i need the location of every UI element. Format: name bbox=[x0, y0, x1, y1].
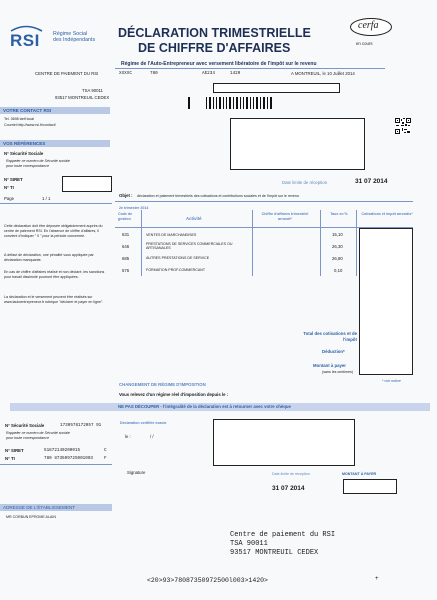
refs-bottom-line bbox=[0, 203, 112, 204]
col-cotis-header: Cotisations et impôt arrondis* bbox=[361, 212, 413, 216]
montant-note: (sans les centimes) bbox=[322, 370, 353, 374]
refs-secu-label: N° Sécurité Sociale bbox=[4, 151, 44, 156]
table-col-sep-4 bbox=[356, 210, 357, 276]
bottom-secu-value: 1730578172057 91 bbox=[60, 423, 102, 428]
mail-address-line2: TSA 90011 bbox=[230, 540, 268, 548]
table-period: 2e trimestre 2014 bbox=[119, 206, 149, 210]
refs-ti-label: N° TI bbox=[4, 185, 14, 190]
header-date: A MONTREUIL, le 10 Juillet 2014 bbox=[291, 71, 355, 76]
cerfa-logo bbox=[350, 18, 392, 36]
col-taux-header: Taux en % bbox=[330, 212, 348, 216]
row-1-code: 631 bbox=[122, 232, 130, 237]
bottom-secu-label: N° Sécurité Sociale bbox=[5, 423, 45, 428]
table-values-redacted bbox=[359, 228, 413, 375]
total-label: Total des cotisations et de l'impôt bbox=[303, 331, 357, 342]
objet-divider bbox=[115, 201, 413, 202]
certif-deadline-label: Date limite de réception bbox=[272, 472, 310, 476]
bottom-ti-value: 780 873509725001003 bbox=[44, 456, 93, 461]
form-subtitle: Régime de l'Auto-Entrepreneur avec versement libératoire de l'impôt sur le revenu bbox=[121, 61, 317, 67]
montant-label: Montant à payer bbox=[313, 363, 346, 368]
deadline-label: Date limite de réception bbox=[282, 180, 328, 185]
bottom-note2: pour toute correspondance bbox=[6, 436, 49, 440]
signature-label: Signature bbox=[127, 470, 146, 475]
cut-line-text: NE PAS DÉCOUPER - l'intégralité de la déclaration est à retourner avec votre chèque bbox=[118, 404, 291, 409]
rsi-logo bbox=[8, 25, 105, 53]
certif-deadline-value: 31 07 2014 bbox=[272, 485, 305, 492]
address-heading: ADRESSE DE L'ÉTABLISSEMENT bbox=[0, 504, 112, 511]
montant-redacted bbox=[343, 479, 397, 494]
contact-heading: VOTRE CONTACT RSI bbox=[0, 107, 110, 114]
mail-address-line3: 93517 MONTREUIL CEDEX bbox=[230, 549, 319, 557]
table-col-sep-2 bbox=[252, 210, 253, 276]
barcode-graphic bbox=[188, 97, 274, 109]
refs-siret-label: N° SIRET bbox=[4, 177, 23, 182]
plus-mark-icon: + bbox=[375, 576, 379, 582]
center-address-line1: TSA 90011 bbox=[82, 88, 103, 93]
header-code2: 780 bbox=[150, 71, 158, 76]
header-code4: 1420 bbox=[230, 71, 241, 76]
recipient-address-redacted bbox=[230, 118, 365, 170]
qr-code bbox=[395, 118, 411, 134]
row-4-code: 576 bbox=[122, 268, 130, 273]
regime-heading: CHANGEMENT DE RÉGIME D'IMPOSITION bbox=[119, 382, 206, 387]
subtitle-divider bbox=[115, 68, 385, 69]
contact-tel: Tel. 3698 tarif local bbox=[4, 117, 34, 121]
redacted-block-top bbox=[213, 83, 340, 93]
refs-secu-note2: pour toute correspondance bbox=[6, 164, 49, 168]
table-col-sep-1 bbox=[141, 210, 142, 276]
certif-montant-label: MONTANT À PAYER bbox=[342, 472, 377, 476]
deadline-value: 31 07 2014 bbox=[355, 178, 388, 185]
row-3-code: 685 bbox=[122, 256, 130, 261]
row-4-activite: FORMATION PROF.COMMERCANT bbox=[146, 268, 206, 272]
rsi-logo-text: RSI bbox=[10, 31, 40, 50]
center-label: CENTRE DE PAIEMENT DU RSI bbox=[35, 71, 99, 76]
bottom-siret-key: C bbox=[104, 448, 107, 453]
bottom-siret-value: 51872140200015 bbox=[44, 448, 81, 453]
row-3-activite: AUTRES PRESTATIONS DE SERVICE bbox=[146, 256, 210, 260]
refs-secu-note1: Rappeler ce numéro de Sécurité sociale bbox=[6, 159, 70, 163]
cerfa-status: en cours bbox=[356, 41, 373, 46]
form-title-line1: DÉCLARATION TRIMESTRIELLE bbox=[118, 26, 311, 40]
qr-code-graphic bbox=[395, 118, 411, 134]
objet-label: Objet : bbox=[119, 193, 133, 198]
contact-web: Courriel:http://www.rsi.fr/contact/ bbox=[4, 123, 56, 127]
refs-siret-redacted bbox=[62, 176, 112, 192]
bottom-siret-label: N° SIRET bbox=[5, 448, 24, 453]
mail-address-line1: Centre de paiement du RSI bbox=[230, 531, 336, 539]
row-1-taux: 15,10 bbox=[332, 232, 343, 237]
certif-le: le : bbox=[125, 434, 131, 439]
bottom-block-line bbox=[0, 464, 112, 465]
bottom-ti-label: N° TI bbox=[5, 456, 15, 461]
row-2-taux: 26,30 bbox=[332, 244, 343, 249]
form-title-line2: DE CHIFFRE D'AFFAIRES bbox=[138, 41, 291, 55]
row-3-taux: 26,80 bbox=[332, 256, 343, 261]
voir-notice: * voir notice bbox=[382, 379, 401, 383]
cerfa-text: cerfa bbox=[358, 20, 379, 31]
header-code3: AE234 bbox=[202, 71, 215, 76]
deduction-label: Déduction* bbox=[322, 349, 345, 354]
refs-page-label: Page bbox=[4, 196, 15, 201]
row-1-activite: VENTES DE MARCHANDISES bbox=[146, 233, 197, 237]
certif-redacted bbox=[213, 419, 355, 466]
note-p3: En cas de chiffre d'affaires réalisé et non déclaré, les sanctions pour travail dissimulé pourront être appliquées. bbox=[4, 270, 105, 279]
ocr-line: <20>93>78087350972500l003>1420> bbox=[147, 577, 268, 584]
objet-text: déclaration et paiement trimestriels des cotisations et contributions sociales et de l'impôt sur le revenu bbox=[137, 194, 299, 198]
row-2-code: 646 bbox=[122, 244, 130, 249]
col-ca-header: Chiffre d'affaires trimestriel arrondi* bbox=[261, 212, 309, 221]
col-code-header: Code de gestion bbox=[118, 212, 133, 221]
col-activite-header: Activité bbox=[186, 216, 202, 221]
note-p4: La déclaration et le versement peuvent être réalisés sur www.lautoentrepreneur.fr rubrique "déclarer et payer en ligne". bbox=[4, 295, 104, 304]
note-p2: A défaut de déclaration, une pénalité vous appliquée par déclaration manquante. bbox=[4, 253, 94, 262]
refs-heading: VOS RÉFÉRENCES bbox=[0, 140, 110, 147]
bottom-note1: Rappeler ce numéro de Sécurité sociale bbox=[6, 431, 70, 435]
rsi-logo-line2: des Indépendants bbox=[53, 37, 96, 43]
certif-date-slashes: / / bbox=[150, 434, 154, 439]
bottom-ti-key: F bbox=[104, 456, 107, 461]
regime-question: Vous relevez d'un régime réel d'imposition depuis le : bbox=[119, 392, 229, 397]
note-p1: Cette déclaration doit être déposée obligatoirement auprès du centre de paiement RSI. En l'absence de chiffre d'affaires, il convient d'indiquer " 0 " pour la période concernée. bbox=[4, 224, 103, 238]
center-address-line2: 93517 MONTREUIL CEDEX bbox=[55, 95, 110, 100]
row-4-taux: 0,10 bbox=[334, 268, 343, 273]
rsi-logo-line1: Régime Social bbox=[53, 31, 88, 37]
refs-page-value: 1 / 1 bbox=[42, 196, 51, 201]
row-2-activite: PRESTATIONS DE SERVICES COMMERCIALES OU ARTISANALES bbox=[146, 242, 233, 250]
address-value: MR CORBUN EPROME ALAIN bbox=[6, 515, 56, 519]
certif-label: Déclaration certifiée exacte bbox=[120, 421, 167, 425]
table-col-sep-3 bbox=[320, 210, 321, 276]
header-code1: XXXXC bbox=[119, 71, 132, 76]
barcode bbox=[188, 96, 274, 108]
